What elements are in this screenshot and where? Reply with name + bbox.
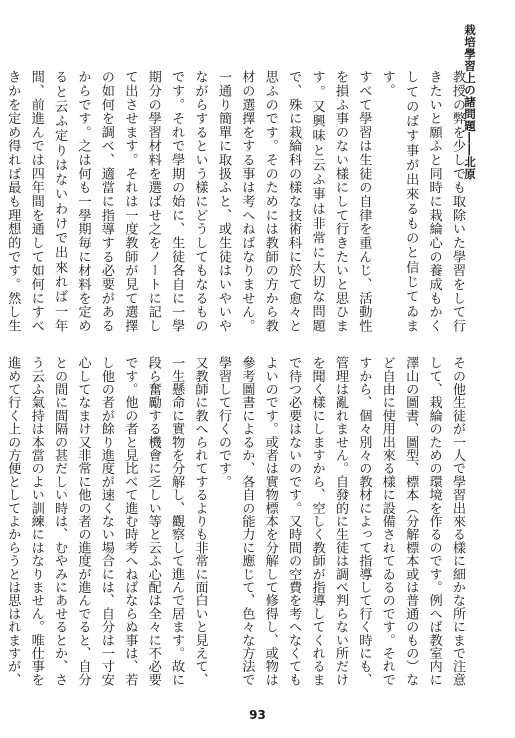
lower-half-block [5, 356, 469, 686]
running-header: 栽培學習上の諸問題――北原 [463, 24, 477, 180]
lower-paragraph-2: 又教師に教へられてするよりも非常に面白いと見えて、一生懸命に實物を分解し、觀察して進んで居ます。故に段ら奮勵する機會に乏しい等と云ふ心配は全々に不必要です。他の者と見比べて進む時考へねばならぬ事は、若し他の者が餘り進度が速くない場合には、自分は一寸安心してなまけ又非常に他の者の進度が進んでると、自分との間に間隔の甚だしい時は、むやみにあせるとか、さう云ふ氣持は本當のよい訓練にはなりません。唯仕事を進めて行く上の方便としてよからうとは思はれますが、 [5, 356, 208, 686]
upper-paragraph-2: すべて學習は生徒の自律を重んじ、活動性を損ふ事のない樣にして行きたいと思ひます。又興味と云ふ事は非常に大切な問題で、殊に栽綸科の樣な技術科に於て愈々と思ふのです。そのためには教師の方から教材の選擇をする事は考へねばなりません。一通り簡單に取扱ふと、或生徒はいやいやながらするという樣にどうしてもなるものです。それで學期の始に、生徒各自に一學期分の學習材料を選ばせ之をノートに記して出させます。それは一度教師が見て選擇の如何を調べ、適當に指導する必要があるからです。之は何も一學期毎に材料を定めると云ふ定りはないわけで出來れば一年間、前進んでは四年間を通して如何にすべきかを定め得れば最も理想的です。然し生 [5, 70, 372, 332]
upper-paragraph-1: 教授の弊を少しでも取除いた學習をして行きたいと願ふと同時に栽綸心の養成もかくしてのばす事が出來るものと信じてゐます。 [379, 70, 465, 332]
lower-paragraph-1: その他生徒が一人で學習出來る樣に細かな所にまで注意して、栽綸のための環境を作るのです。例へば教室内に澤山の圖書、圖型、標本（分解標本或は普通のもの）など自由に使用出來る樣に設備されてゐるのです。それですから、個々別々の教材によって指導して行く時にも、管理は亂れません。自發的に生徒は調べ判らない所だけを聞く樣にしますから、空しく教師が指導してくれるまで待つ必要はないのです。又時間の空費を考へなくてもよいのです。或者は實物標本を分解して修得し、或物は參考圖書によるか、各自の能力に應じて、色々な方法で學習して行くのです。 [215, 356, 465, 686]
page-number: 93 [249, 708, 266, 722]
upper-text-block [5, 70, 469, 332]
